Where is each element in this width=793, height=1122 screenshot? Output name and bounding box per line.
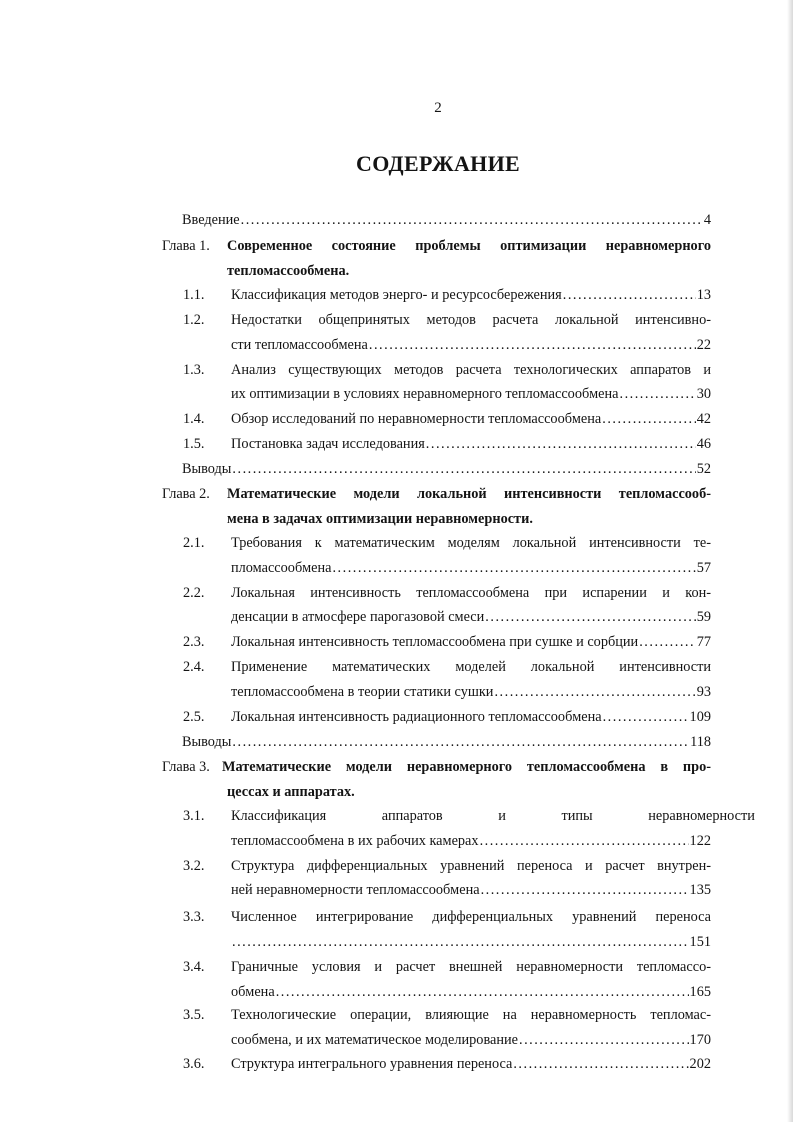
toc-entry-2-2: Локальная интенсивность тепломассообмена при испарении и кон-: [231, 585, 711, 601]
leader-dots: [232, 933, 689, 951]
toc-entry-1-5: [231, 435, 711, 453]
toc-page-number: 4: [703, 212, 711, 228]
toc-entry-label: Локальная интенсивность тепломассообмена при сушке и сорбции: [231, 634, 639, 650]
section-number: 1.4.: [183, 411, 205, 427]
toc-entry-label: сти тепломассообмена: [231, 337, 368, 353]
toc-entry-2-1-cont: [231, 559, 711, 577]
section-number: 2.1.: [183, 535, 205, 551]
toc-entry-2-1: Требования к математическим моделям локальной интенсивности те-: [231, 535, 711, 551]
toc-entry-2-3: [231, 633, 711, 651]
leader-dots: [494, 683, 695, 701]
toc-entry-label: пломассообмена: [231, 560, 332, 576]
toc-page-number: 52: [696, 461, 711, 477]
leader-dots: [480, 832, 689, 850]
toc-entry-label: Структура интегрального уравнения переноса: [231, 1056, 513, 1072]
toc-entry-3-5: Технологические операции, влияющие на неравномерность тепломас-: [231, 1007, 711, 1023]
chapter-2-title: Математические модели локальной интенсивности тепломассооб-: [227, 486, 711, 502]
toc-page-number: 151: [689, 934, 711, 950]
toc-page-number: 59: [696, 609, 711, 625]
section-number: 1.2.: [183, 312, 205, 328]
page-number: 2: [434, 100, 442, 116]
leader-dots: [426, 435, 696, 453]
leader-dots: [602, 410, 695, 428]
toc-page-number: 165: [689, 984, 711, 1000]
chapter-3-title: Математические модели неравномерного тепломассообмена в про-: [222, 759, 711, 775]
toc-page-number: 46: [696, 436, 711, 452]
chapter-2-label: Глава 2.: [162, 486, 210, 502]
toc-entry-3-2: Структура дифференциальных уравнений переноса и расчет внутрен-: [231, 858, 711, 874]
toc-entry-ch1-conclusions: [182, 460, 711, 478]
toc-entry-2-5: [231, 708, 711, 726]
toc-entry-label: тепломассообмена в их рабочих камерах: [231, 833, 479, 849]
toc-entry-1-1: [231, 286, 711, 304]
section-number: 2.5.: [183, 709, 205, 725]
section-number: 3.5.: [183, 1007, 205, 1023]
toc-entry-2-4-cont: [231, 683, 711, 701]
toc-entry-3-6: [231, 1055, 711, 1073]
page-title: СОДЕРЖАНИЕ: [356, 151, 520, 176]
toc-page-number: 118: [690, 734, 711, 750]
toc-entry-1-3-cont: [231, 385, 711, 403]
toc-entry-1-2-cont: [231, 336, 711, 354]
toc-entry-3-5-cont: [231, 1031, 711, 1049]
chapter-3-title-cont: цессах и аппаратах.: [227, 784, 355, 800]
leader-dots: [485, 608, 695, 626]
toc-page-number: 135: [689, 882, 711, 898]
section-number: 2.3.: [183, 634, 205, 650]
chapter-2-title-cont: мена в задачах оптимизации неравномерности.: [227, 511, 533, 527]
section-number: 2.2.: [183, 585, 205, 601]
toc-entry-label: тепломассообмена в теории статики сушки: [231, 684, 494, 700]
leader-dots: [276, 983, 689, 1001]
toc-entry-label: их оптимизации в условиях неравномерного тепломассообмена: [231, 386, 619, 402]
toc-entry-label: Введение: [182, 212, 240, 228]
toc-page-number: 13: [696, 287, 711, 303]
toc-entry-label: денсации в атмосфере парогазовой смеси: [231, 609, 485, 625]
section-number: 3.4.: [183, 959, 205, 975]
leader-dots: [563, 286, 696, 304]
toc-page-number: 93: [696, 684, 711, 700]
leader-dots: [241, 211, 703, 229]
toc-entry-1-2: Недостатки общепринятых методов расчета локальной интенсивно-: [231, 312, 711, 328]
toc-entry-label: Обзор исследований по неравномерности тепломассообмена: [231, 411, 602, 427]
toc-entry-3-3: Численное интегрирование дифференциальных уравнений переноса: [231, 909, 711, 925]
toc-entry-intro: [182, 211, 711, 229]
scan-edge-shadow: [787, 0, 793, 1122]
toc-entry-2-4: Применение математических моделей локальной интенсивности: [231, 659, 711, 675]
toc-entry-label: Локальная интенсивность радиационного тепломассообмена: [231, 709, 602, 725]
chapter-1-title-cont: тепломассообмена.: [227, 263, 350, 279]
toc-entry-2-2-cont: [231, 608, 711, 626]
section-number: 1.3.: [183, 362, 205, 378]
toc-entry-label: Выводы: [182, 734, 232, 750]
toc-page-number: 42: [696, 411, 711, 427]
toc-page-number: 170: [689, 1032, 711, 1048]
section-number: 1.1.: [183, 287, 205, 303]
toc-entry-label: Классификация методов энерго- и ресурсосбережения: [231, 287, 562, 303]
toc-page-number: 122: [689, 833, 711, 849]
section-number: 3.2.: [183, 858, 205, 874]
leader-dots: [481, 881, 689, 899]
toc-entry-1-3: Анализ существующих методов расчета технологических аппаратов и: [231, 362, 711, 378]
section-number: 3.6.: [183, 1056, 205, 1072]
toc-entry-label: Выводы: [182, 461, 232, 477]
toc-entry-1-4: [231, 410, 711, 428]
leader-dots: [603, 708, 689, 726]
leader-dots: [513, 1055, 688, 1073]
toc-entry-3-4: Граничные условия и расчет внешней неравномерности тепломассо-: [231, 959, 711, 975]
toc-entry-3-1-cont: [231, 832, 711, 850]
toc-entry-3-1: Классификация аппаратов и типы неравномерности: [231, 808, 755, 824]
chapter-1-label: Глава 1.: [162, 238, 210, 254]
toc-entry-3-2-cont: [231, 881, 711, 899]
leader-dots: [332, 559, 695, 577]
section-number: 2.4.: [183, 659, 205, 675]
leader-dots: [620, 385, 696, 403]
toc-page-number: 22: [696, 337, 711, 353]
toc-page-number: 109: [689, 709, 711, 725]
toc-entry-3-4-cont: [231, 983, 711, 1001]
section-number: 3.3.: [183, 909, 205, 925]
toc-entry-label: Постановка задач исследования: [231, 436, 425, 452]
chapter-3-label: Глава 3.: [162, 759, 210, 775]
leader-dots: [369, 336, 696, 354]
leader-dots: [232, 460, 695, 478]
leader-dots: [232, 733, 689, 751]
section-number: 3.1.: [183, 808, 205, 824]
toc-page-number: 77: [696, 634, 711, 650]
toc-entry-3-3-cont: [231, 933, 711, 951]
chapter-1-title: Современное состояние проблемы оптимизации неравномерного: [227, 238, 711, 254]
section-number: 1.5.: [183, 436, 205, 452]
toc-page-number: 202: [689, 1056, 711, 1072]
toc-entry-label: сообмена, и их математическое моделирование: [231, 1032, 518, 1048]
leader-dots: [519, 1031, 689, 1049]
toc-page-number: 57: [696, 560, 711, 576]
toc-entry-label: обмена: [231, 984, 275, 1000]
toc-entry-ch2-conclusions: [182, 733, 711, 751]
toc-entry-label: ней неравномерности тепломассообмена: [231, 882, 480, 898]
toc-page-number: 30: [696, 386, 711, 402]
leader-dots: [639, 633, 695, 651]
